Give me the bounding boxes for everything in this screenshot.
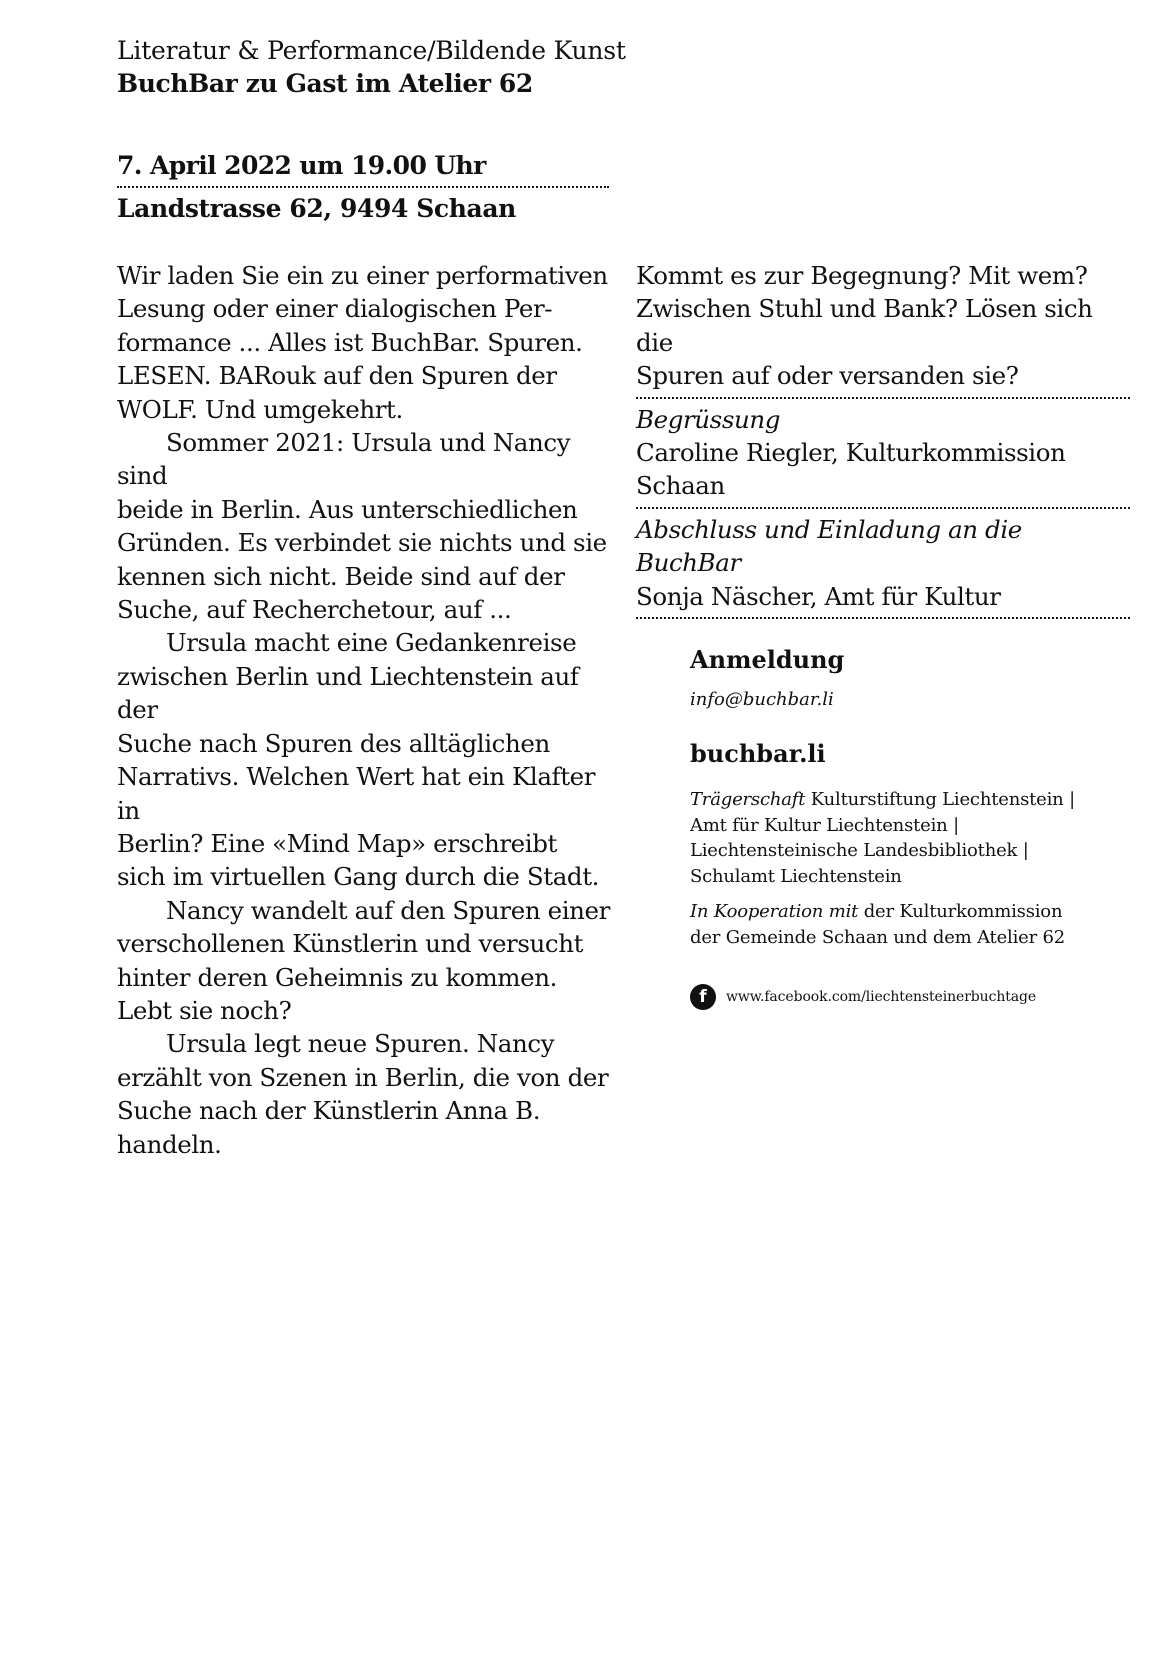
closing-label: Abschluss und Einladung an die BuchBar [636,514,1022,578]
category-line: Literatur & Performance/Bildende Kunst [117,36,626,65]
description-paragraph: Nancy wandelt auf den Spuren einer verschollenen Künstlerin und versucht hinter deren Geheimnis zu kommen. Lebt sie noch? [117,895,610,1025]
registration-email[interactable]: info@buchbar.li [690,689,834,710]
greeting-person: Caroline Riegler, Kulturkommission Schaan [636,438,1066,501]
description-paragraph: Sommer 2021: Ursula und Nancy sind beide in Berlin. Aus unterschiedlichen Gründen. Es verbindet sie nichts und sie kennen sich nicht. Beide sind auf der Suche, auf Recherchetour, auf ... [117,428,607,625]
sponsor-label: Trägerschaft [690,789,806,810]
sponsor-list: Kulturstiftung Liechtenstein | Amt für Kultur Liechtenstein | Liechtensteinische Landesbibliothek | Schulamt Liechtenstein [690,789,1075,887]
info-box [690,643,1120,1010]
description-paragraph: Ursula legt neue Spuren. Nancy erzählt von Szenen in Berlin, die von der Suche nach der Künstlerin Anna B. handeln. [117,1029,609,1159]
sponsor-text [690,787,1120,889]
cooperation-label: In Kooperation mit [690,901,859,922]
description-paragraph: Wir laden Sie ein zu einer performativen Lesung oder einer dialogischen Per- formance ... Alles ist BuchBar. Spuren. LESEN. BARouk auf den Spuren der WOLF. Und umgekehrt. [117,261,608,424]
event-date: 7. April 2022 um 19.00 Uhr [117,151,486,180]
program-intro: Kommt es zur Begegnung? Mit wem? Zwischen Stuhl und Bank? Lösen sich die Spuren auf oder versanden sie? [636,261,1093,391]
cooperation-partners: der Kulturkommission der Gemeinde Schaan und dem Atelier 62 [690,901,1066,948]
program-column [636,259,1130,623]
program-divider [636,507,1130,509]
cooperation-text [690,899,1120,950]
program-divider [636,617,1130,619]
facebook-icon[interactable]: f [690,984,716,1010]
event-address: Landstrasse 62, 9494 Schaan [117,194,516,223]
description-paragraph: Ursula macht eine Gedankenreise zwischen Berlin und Liechtenstein auf der Suche nach Spuren des alltäglichen Narrativs. Welchen Wert hat ein Klafter in Berlin? Eine «Mind Map» erschreibt sich im virtuellen Gang durch die Stadt. [117,628,600,892]
website-heading[interactable]: buchbar.li [690,739,826,768]
registration-heading: Anmeldung [690,645,845,674]
facebook-url[interactable]: www.facebook.com/liechtensteinerbuchtage [726,989,1037,1005]
program-divider [636,397,1130,399]
closing-person: Sonja Näscher, Amt für Kultur [636,581,1001,611]
event-title: BuchBar zu Gast im Atelier 62 [117,69,533,98]
description-column [117,259,612,1161]
greeting-label: Begrüssung [636,404,781,434]
facebook-link[interactable] [690,984,1120,1010]
date-divider [117,186,609,188]
